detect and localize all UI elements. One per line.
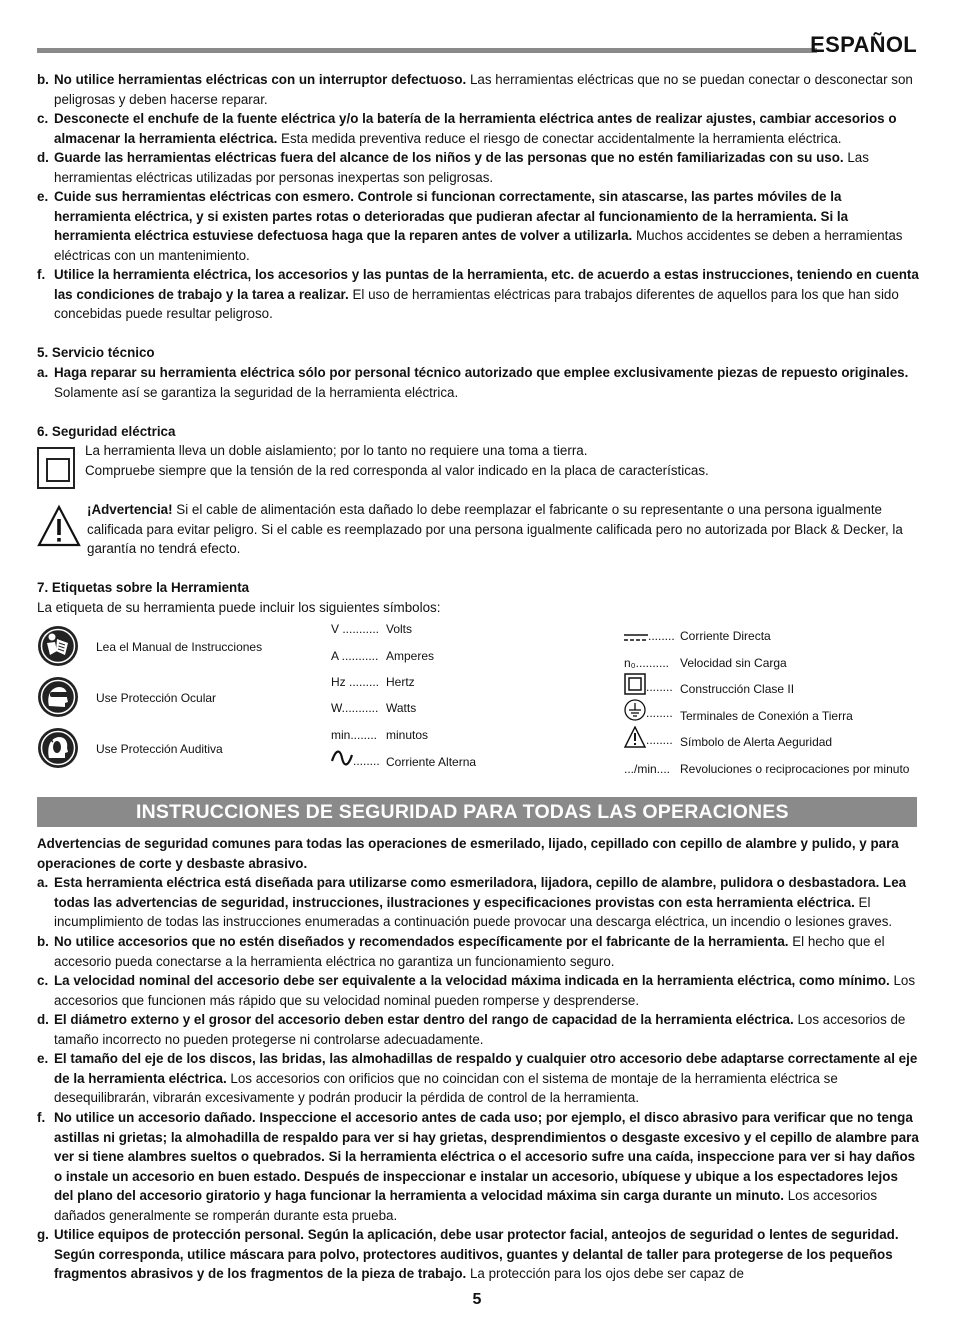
symbol-row: .../min.... (624, 762, 671, 776)
symbol-row: ........ (624, 726, 673, 748)
symbol-desc: Corriente Alterna (386, 755, 477, 769)
list-item: c. Desconecte el enchufe de la fuente eléctrica y/o la batería de la herramienta eléctrica antes de realizar ajustes, cambiar accesorios o almacenar la herramienta eléctrica. Esta medida preventiva reduce el riesgo de conectar accidentalmente la herramienta eléctrica. (37, 111, 897, 146)
list-item: d. El diámetro externo y el grosor del accesorio deben estar dentro del rango de capacidad de la herramienta eléctrica. Los accesorios de tamaño incorrecto no pueden protegerse ni controlarse adecuadamente. (37, 1012, 906, 1047)
earth-terminal-icon (624, 699, 646, 721)
symbol-row: ........ (624, 628, 675, 644)
symbol-row: A ........... (331, 649, 379, 663)
symbol-desc: Watts (386, 701, 417, 715)
symbol-desc: Terminales de Conexión a Tierra (680, 709, 853, 723)
symbol-row: ........ (624, 699, 673, 721)
symbol-desc: Construcción Clase II (680, 682, 795, 696)
page-number: 5 (472, 1291, 482, 1308)
electrical-line-2: Compruebe siempre que la tensión de la red corresponda al valor indicado en la placa de características. (85, 463, 709, 478)
icon-label-read-manual: Lea el Manual de Instrucciones (96, 640, 263, 654)
eye-protection-icon (37, 676, 79, 718)
section-heading-labels: 7. Etiquetas sobre la Herramienta (37, 580, 250, 595)
direct-current-icon (624, 632, 648, 644)
list-item: a. Esta herramienta eléctrica está diseñada para utilizarse como esmeriladora, lijadora, cepillo de alambre, pulidora o desbastadora. Lea todas las advertencias de seguridad, instrucciones, ilustraciones y especificaciones provistas con esta herramienta eléctrica. El incumplimiento de todas las instrucciones enumeradas a continuación puede provocar una descarga eléctrica, un incendio o lesiones graves. (37, 875, 907, 929)
list-item: b. No utilice accesorios que no estén diseñados y recomendados específicamente por el fabricante de la herramienta. El hecho que el accesorio pueda conectarse a la herramienta eléctrica no garantiza un funcionamiento seguro. (37, 934, 885, 969)
symbol-desc: Símbolo de Alerta Aeguridad (680, 735, 833, 749)
symbol-row: n₀.......... (624, 656, 669, 670)
symbol-row: V ........... (331, 622, 380, 636)
safety-intro: Advertencias de seguridad comunes para todas las operaciones de esmerilado, lijado, cepillado con cepillo de alambre y pulido, y para operaciones de corte y desbaste abrasivo. (37, 836, 899, 871)
language-title: ESPAÑOL (810, 32, 917, 57)
header-rule (37, 48, 817, 53)
list-item: g. Utilice equipos de protección personal. Según la aplicación, debe usar protector facial, anteojos de seguridad o lentes de seguridad. Según corresponda, utilice máscara para polvo, protectores auditivos, guantes y delantal de taller para protegerse de los pequeños fragmentos abrasivos y de los fragmentos de la pieza de trabajo. La protección para los ojos debe ser capaz de (37, 1227, 899, 1281)
warning-triangle-icon (37, 504, 81, 548)
class-ii-icon (624, 673, 646, 695)
section-heading-service: 5. Servicio técnico (37, 345, 155, 360)
symbol-desc: minutos (386, 728, 429, 742)
symbol-desc: Velocidad sin Carga (680, 656, 787, 670)
icon-label-ear-protection: Use Protección Auditiva (96, 742, 223, 756)
section-heading-electrical: 6. Seguridad eléctrica (37, 424, 176, 439)
symbol-row: W........... (331, 701, 379, 715)
labels-intro: La etiqueta de su herramienta puede incluir los siguientes símbolos: (37, 600, 441, 615)
symbol-desc: Revoluciones o reciprocaciones por minuto (680, 762, 910, 776)
section-banner: INSTRUCCIONES DE SEGURIDAD PARA TODAS LAS OPERACIONES (37, 797, 917, 827)
icon-label-eye-protection: Use Protección Ocular (96, 691, 217, 705)
list-item: f. Utilice la herramienta eléctrica, los accesorios y las puntas de la herramienta, etc. de acuerdo a estas instrucciones, teniendo en cuenta las condiciones de trabajo y la tarea a realizar. El uso de herramientas eléctricas para trabajos diferentes de aquellos para los que han sido concebidas puede resultar peligroso. (37, 267, 919, 321)
read-manual-icon (37, 625, 79, 667)
symbol-desc: Hertz (386, 675, 415, 689)
symbol-row: ........ (331, 747, 380, 769)
list-item: c. La velocidad nominal del accesorio debe ser equivalente a la velocidad máxima indicada en la herramienta eléctrica, como mínimo. Los accesorios que funcionen más rápido que su velocidad nominal pueden romperse y desprenderse. (37, 973, 916, 1008)
list-item: d. Guarde las herramientas eléctricas fuera del alcance de los niños y de las personas que no estén familiarizadas con su uso. Las herramientas eléctricas utilizadas por personas inexpertas son peligrosas. (37, 150, 869, 185)
symbol-row: min........ (331, 728, 378, 742)
list-item: e. Cuide sus herramientas eléctricas con esmero. Controle si funcionan correctamente, sin atascarse, las partes móviles de la herramienta eléctrica, y si existen partes rotas o deterioradas que pudieran afectar al funcionamiento de la herramienta. Si la herramienta eléctrica estuviese defectuosa haga que la reparen antes de volver a utilizarla. Muchos accidentes se deben a herramientas eléctricas con un mantenimiento. (37, 189, 903, 263)
electrical-line-1: La herramienta lleva un doble aislamiento; por lo tanto no requiere una toma a tierra. (85, 443, 588, 458)
ear-protection-icon (37, 727, 79, 769)
list-item: b. No utilice herramientas eléctricas con un interruptor defectuoso. Las herramientas eléctricas que no se puedan conectar o desconectar son peligrosas y deben hacerse reparar. (37, 72, 913, 107)
warning-text: ¡Advertencia! Si el cable de alimentación esta dañado lo debe reemplazar el fabricante o su representante o una persona igualmente calificada para evitar peligro. Si el cable es reemplazado por una persona igualmente calificada pero no autorizada por Black & Decker, la garantía no tendrá efecto. (87, 502, 903, 556)
symbol-row: ........ (624, 673, 673, 695)
safety-alert-icon (624, 726, 646, 748)
list-item: e. El tamaño del eje de los discos, las bridas, las almohadillas de respaldo y cualquier otro accesorio debe adaptarse correctamente al eje de la herramienta eléctrica. Los accesorios con orificios que no coincidan con el sistema de montaje de la herramienta eléctrica se desequilibrarán, vibrarán excesivamente y podrán producir la pérdida de control de la herramienta. (37, 1051, 918, 1105)
list-item: a. Haga reparar su herramienta eléctrica sólo por personal técnico autorizado que emplee exclusivamente piezas de repuesto originales. Solamente así se garantiza la seguridad de la herramienta eléctrica. (37, 365, 909, 400)
symbol-row: Hz ......... (331, 675, 380, 689)
alternating-current-icon (331, 747, 353, 769)
symbol-desc: Volts (386, 622, 413, 636)
list-item: f. No utilice un accesorio dañado. Inspeccione el accesorio antes de cada uso; por ejemplo, el disco abrasivo para verificar que no tenga astillas ni grietas; la almohadilla de respaldo para ver si hay grietas, desprendimientos o desgaste excesivo y el cepillo de alambre para ver si tiene alambres sueltos o quebrados. Si la herramienta eléctrica o el accesorio sufre una caída, inspeccione para ver si hay daños o instale un accesorio en buen estado. Después de inspeccionar e instalar un accesorio, ubíquese y ubique a los espectadores lejos del plano del accesorio giratorio y haga funcionar la herramienta a velocidad máxima sin carga durante un minuto. Los accesorios dañados generalmente se romperán durante esta prueba. (37, 1110, 919, 1223)
symbol-desc: Amperes (386, 649, 435, 663)
double-insulation-icon (37, 447, 75, 489)
symbol-desc: Corriente Directa (680, 629, 771, 643)
